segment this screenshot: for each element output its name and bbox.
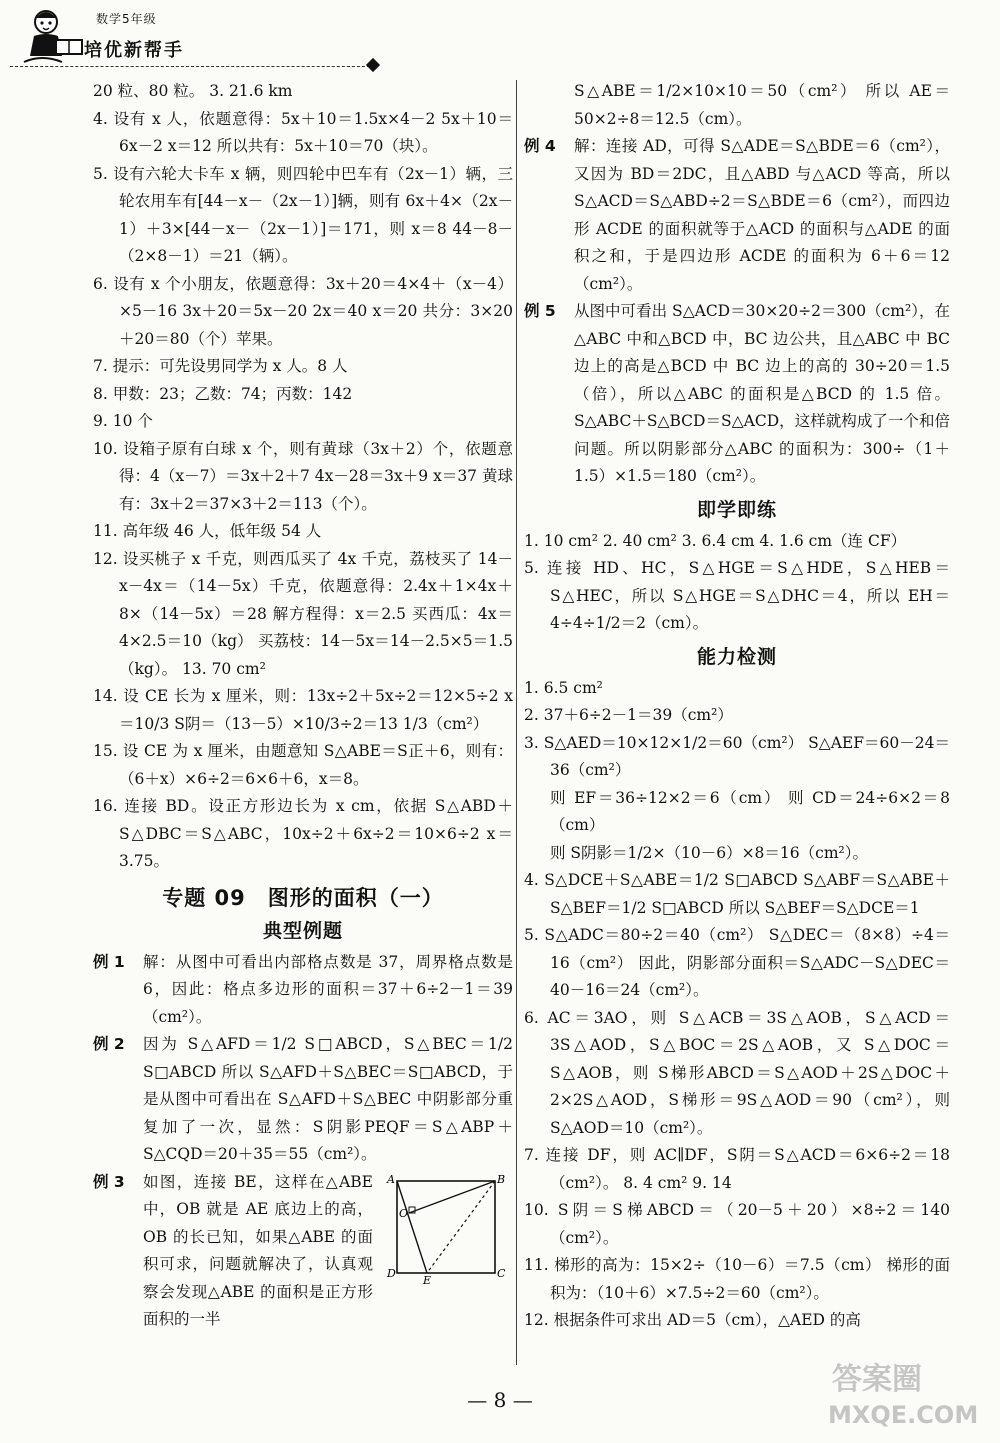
- answer-item: 16. 连接 BD。设正方形边长为 x cm，依据 S△ABD＋S△DBC＝S△ABC，10x÷2＋6x÷2＝10×6÷2 x＝3.75。: [93, 797, 513, 870]
- figure-label: B: [497, 1172, 506, 1186]
- example-label: 例 2: [93, 1035, 125, 1053]
- ability-item: 11. 梯形的高为：15×2÷（10－6）＝7.5（cm） 梯形的面积为：（10＋6）×7.5÷2＝60（cm²）。: [524, 1256, 950, 1302]
- example-text: 如图，连接 BE，这样在△ABE 中，OB 就是 AE 底边上的高，OB 的长已知，如果△ABE 的面积可求，问题就解决了，认真观察会发现△ABE 的面积是正方形面积的一半: [143, 1172, 373, 1328]
- example-block: [93, 1169, 513, 1334]
- example-text: 解：连接 AD，可得 S△ADE＝S△BDE＝6（cm²），又因为 BD＝2DC，且△ABD 与△ACD 等高，所以 S△ACD＝S△ABD÷2＝S△BDE＝6（cm²），而四边形 ACDE 的面积就等于△ACD 的面积与△ADE 的面积之和，于是四边形 ACDE 的面积为 6＋6＝12（cm²）。: [574, 137, 950, 293]
- ability-item: 4. S△DCE＋S△ABE＝1/2 S□ABCD S△ABF＝S△ABE＋S△BEF＝1/2 S□ABCD 所以 S△BEF＝S△DCE＝1: [524, 871, 950, 917]
- example-text: 因为 S△AFD＝1/2 S□ABCD，S△BEC＝1/2 S□ABCD 所以 S△AFD＋S△BEC＝S□ABCD，于是从图中可看出在 S△AFD＋S△BEC 中阴影部分重复加了一次，显然：S阴影PEQF＝S△ABP＋S△CQD＝20＋35＝55（cm²）。: [143, 1035, 513, 1163]
- ability-item: 6. AC＝3AO，则 S△ACB＝3S△AOB，S△ACD＝3S△AOD，S△BOC＝2S△AOB，又 S△DOC＝S△AOB，则 S梯形ABCD＝S△AOD＋2S△DOC＋2×2S△AOD，S梯形＝9S△AOD＝90（cm²），则 S△AOD＝10（cm²）。: [524, 1008, 950, 1137]
- figure-label: C: [497, 1266, 506, 1280]
- square-figure: [385, 1173, 507, 1285]
- example-block: [93, 1031, 513, 1169]
- answer-item: 15. 设 CE 为 x 厘米，由题意知 S△ABE＝S正＋6，则有：（6＋x）×6÷2＝6×6＋6，x＝8。: [93, 742, 513, 788]
- ability-item: 则 S阴影＝1/2×（10－6）×8＝16（cm²）。: [550, 843, 868, 862]
- example-continuation: S△ABE＝1/2×10×10＝50（cm²） 所以 AE＝50×2÷8＝12.5（cm）。: [574, 82, 950, 128]
- example-text: 解：从图中可看出内部格点数是 37，周界格点数是 6，因此：格点多边形的面积＝37＋6÷2－1＝39（cm²）。: [143, 952, 513, 1026]
- ability-item: 1. 6.5 cm²: [524, 678, 603, 697]
- example-block: [93, 949, 513, 1032]
- answer-item: 10. 设箱子原有白球 x 个，则有黄球（3x＋2）个，依题意得：4（x－7）＝3x＋2＋7 4x－28＝3x＋9 x＝37 黄球有：3x＋2＝37×3＋2＝113（个）。: [93, 439, 513, 513]
- example-label: 例 5: [524, 302, 556, 320]
- ability-item: 则 EF＝36÷12×2＝6（cm） 则 CD＝24÷6×2＝8（cm）: [550, 788, 950, 834]
- section-title: 专题 09 图形的面积（一）: [162, 885, 444, 910]
- watermark-url: MXQE.COM: [828, 1401, 979, 1429]
- figure-label: D: [387, 1266, 396, 1280]
- answer-item: 4. 设有 x 人，依题意得：5x＋10＝1.5x×4－2 5x＋10＝6x－2 x＝12 所以共有：5x＋10＝70（块）。: [93, 109, 513, 155]
- grade-label: 数学5年级: [96, 12, 157, 26]
- ability-item: 5. S△ADC＝80÷2＝40（cm²） S△DEC＝（8×8）÷4＝16（cm²） 因此，阴影部分面积＝S△ADC－S△DEC＝40－16＝24（cm²）。: [524, 926, 950, 999]
- ability-item: 2. 37＋6÷2－1＝39（cm²）: [524, 706, 733, 724]
- answer-item: 20 粒、80 粒。 3. 21.6 km: [93, 82, 293, 100]
- practice-item: 1. 10 cm² 2. 40 cm² 3. 6.4 cm 4. 1.6 cm（连 CF）: [524, 531, 907, 550]
- column-divider: [516, 80, 517, 1365]
- ability-item: 12. 根据条件可求出 AD＝5（cm），△AED 的高: [524, 1311, 861, 1329]
- answer-item: 14. 设 CE 长为 x 厘米，则：13x÷2＋5x÷2＝12×5÷2 x＝10/3 S阴＝（13－5）×10/3÷2＝13 1/3（cm²）: [93, 687, 513, 733]
- example-block: [524, 298, 950, 491]
- example-label: 例 1: [93, 952, 125, 971]
- answer-item: 11. 高年级 46 人，低年级 54 人: [93, 522, 322, 540]
- diamond-icon: [366, 58, 380, 72]
- ability-item: 3. S△AED＝10×12×1/2＝60（cm²） S△AEF＝60－24＝36（cm²）: [524, 733, 950, 779]
- ability-item: 7. 连接 DF，则 AC∥DF，S阴＝S△ACD＝6×6÷2＝18（cm²）。 8. 4 cm² 9. 14: [524, 1146, 950, 1192]
- practice-heading: 即学即练: [696, 498, 777, 521]
- practice-item: 5. 连接 HD、HC，S△HGE＝S△HDE，S△HEB＝S△HEC，所以 S△HGE＝S△DHC＝4，所以 EH＝4÷4÷1/2＝2（cm）。: [524, 559, 950, 632]
- page-header: [0, 0, 1000, 70]
- answer-item: 8. 甲数：23；乙数：74；丙数：142: [93, 384, 353, 403]
- answer-item: 9. 10 个: [93, 412, 153, 430]
- ability-heading: 能力检测: [696, 645, 777, 668]
- subsection-title: 典型例题: [262, 919, 343, 942]
- example-block: [524, 133, 950, 298]
- figure-label: A: [387, 1172, 395, 1186]
- series-title: 培优新帮手: [84, 40, 184, 61]
- answer-item: 7. 提示：可先设男同学为 x 人。8 人: [93, 357, 348, 375]
- answer-item: 5. 设有六轮大卡车 x 辆，则四轮中巴车有（2x－1）辆，三轮农用车有[44－x－（2x－1）]辆，则有 6x＋4×（2x－1）＋3×[44－x－（2x－1）]＝171，则 x＝8 44－8－（2×8－1）＝21（辆）。: [93, 164, 513, 265]
- watermark-text: 答案圈: [832, 1362, 922, 1397]
- right-column: [524, 78, 950, 1335]
- example-label: 例 4: [524, 137, 556, 155]
- watermark-logo: [822, 1353, 992, 1433]
- left-column: [93, 78, 513, 1334]
- page-number: — 8 —: [467, 1388, 533, 1412]
- example-text: 从图中可看出 S△ACD＝30×20÷2＝300（cm²），在△ABC 中和△BCD 中，BC 边公共，且△ABC 中 BC 边上的高是△BCD 中 BC 边上的高的 30÷20＝1.5（倍），所以△ABC 的面积是△BCD 的 1.5 倍。S△ABC＋S△BCD＝S△ACD，这样就构成了一个和倍问题。所以阴影部分△ABC 的面积为：300÷（1＋1.5）×1.5＝180（cm²）。: [574, 302, 950, 485]
- example-label: 例 3: [93, 1172, 125, 1191]
- mascot-icon: [22, 6, 92, 66]
- figure-label: O: [399, 1206, 409, 1220]
- answer-item: 12. 设买桃子 x 千克，则西瓜买了 4x 千克，荔枝买了 14－x－4x＝（14－5x）千克，依题意得：2.4x＋1×4x＋8×（14－5x）＝28 解方程得：x＝2.5 买西瓜：4x＝4×2.5＝10（kg） 买荔枝：14－5x＝14－2.5×5＝1.5（kg）。 13. 70 cm²: [93, 549, 513, 678]
- figure-label: E: [423, 1273, 432, 1285]
- header-rule: [10, 66, 375, 67]
- ability-item: 10. S阴＝S梯ABCD＝（20－5＋20）×8÷2＝140（cm²）。: [524, 1201, 950, 1247]
- answer-item: 6. 设有 x 个小朋友，依题意得：3x＋20＝4×4＋（x－4）×5－16 3x＋20＝5x－20 2x＝40 x＝20 共分：3×20＋20＝80（个）苹果。: [93, 274, 513, 348]
